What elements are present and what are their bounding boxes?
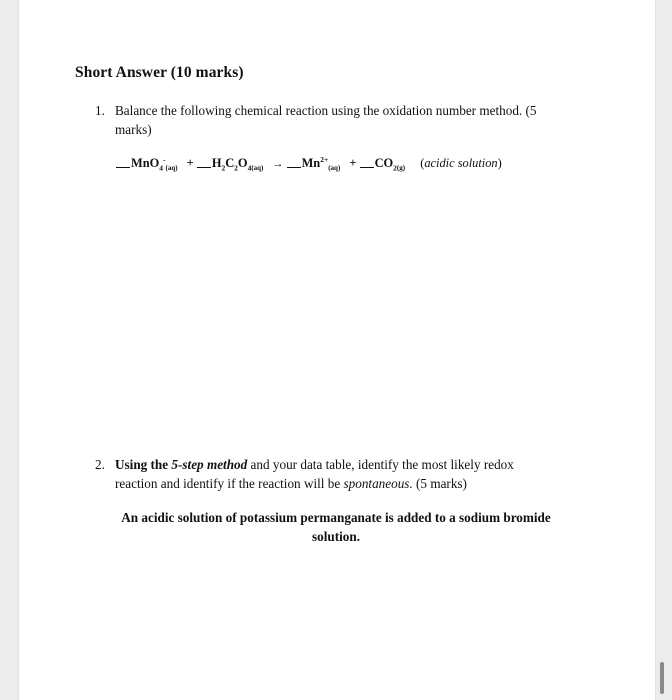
coefficient-blank [360,167,374,168]
species-carbon-dioxide: $CO_{2(g)}$ [374,156,406,173]
scrollbar-thumb[interactable] [660,662,664,694]
coefficient-blank [116,167,130,168]
reaction-condition: (acidic solution) [420,156,502,171]
question-2-number: 2. [95,457,105,472]
coefficient-blank [287,167,301,168]
species-oxalic-acid: $H_2C_2O_{4(aq)}$ [211,156,264,173]
species-permanganate: MnO$_4$-$_{(aq)}$ [131,155,178,173]
scenario-statement: An acidic solution of potassium permanganate is added to a sodium bromide solution. [121,510,551,544]
question-1-line-1: Balance the following chemical reaction using the oxidation number method. (5 [115,103,537,118]
plus-sign: + [186,156,194,171]
reaction-arrow: → [272,158,284,171]
plus-sign: + [349,156,357,171]
question-2-text: Using the 5-step method and your data table, identify the most likely redox reaction and identify if the reaction will be spontaneous. (5 marks) [115,457,514,491]
species-manganese-ion: $Mn^{2+}_{(aq)}$ [301,155,341,173]
coefficient-blank [197,167,211,168]
section-title: Short Answer (10 marks) [75,64,244,81]
question-1-text [115,102,537,139]
chemical-equation [116,155,502,173]
question-1-number: 1. [95,103,105,118]
question-1-line-2: marks) [115,121,152,137]
